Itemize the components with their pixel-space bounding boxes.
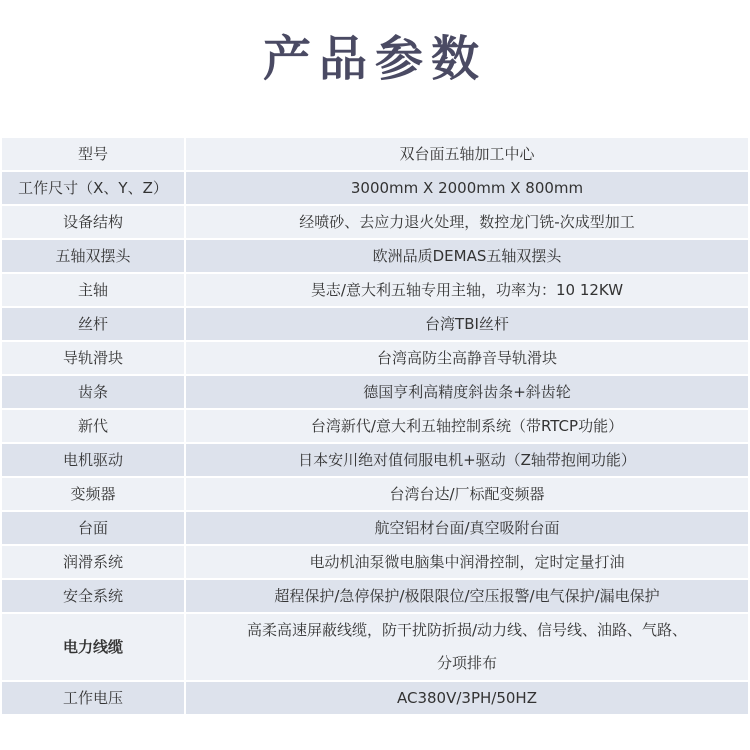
table-row (2, 240, 748, 272)
table-row (2, 376, 748, 408)
row-label: 主轴 (2, 274, 186, 306)
table-row (2, 512, 748, 544)
row-value: 超程保护/急停保护/极限限位/空压报警/电气保护/漏电保护 (186, 580, 748, 612)
row-value: 航空铝材台面/真空吸附台面 (186, 512, 748, 544)
spec-table (2, 136, 748, 716)
row-value: 欧洲品质DEMAS五轴双摆头 (186, 240, 748, 272)
row-label: 台面 (2, 512, 186, 544)
row-value: AC380V/3PH/50HZ (186, 682, 748, 714)
table-row (2, 444, 748, 476)
table-row (2, 274, 748, 306)
row-label: 工作尺寸（X、Y、Z） (2, 172, 186, 204)
table-row (2, 172, 748, 204)
table-row (2, 478, 748, 510)
row-label: 齿条 (2, 376, 186, 408)
row-label: 变频器 (2, 478, 186, 510)
row-value-line-1: 高柔高速屏蔽线缆，防干扰防折损/动力线、信号线、油路、气路、 (246, 621, 688, 639)
row-value: 电动机油泵微电脑集中润滑控制，定时定量打油 (186, 546, 748, 578)
table-row (2, 206, 748, 238)
row-label: 电机驱动 (2, 444, 186, 476)
row-value-line-2: 分项排布 (436, 654, 497, 672)
row-label: 丝杆 (2, 308, 186, 340)
row-label: 导轨滑块 (2, 342, 186, 374)
table-row (2, 342, 748, 374)
row-label: 五轴双摆头 (2, 240, 186, 272)
table-row (2, 308, 748, 340)
row-value: 3000mm X 2000mm X 800mm (186, 172, 748, 204)
table-row (2, 682, 748, 714)
row-value: 台湾TBI丝杆 (186, 308, 748, 340)
row-value: 昊志/意大利五轴专用主轴，功率为：10 12KW (186, 274, 748, 306)
table-row (2, 546, 748, 578)
row-value: 经喷砂、去应力退火处理，数控龙门铣-次成型加工 (186, 206, 748, 238)
row-value: 台湾新代/意大利五轴控制系统（带RTCP功能） (186, 410, 748, 442)
row-value (186, 614, 748, 680)
row-label: 工作电压 (2, 682, 186, 714)
page-title: 产品参数 (262, 31, 487, 87)
row-label: 新代 (2, 410, 186, 442)
table-row (2, 138, 748, 170)
row-value: 双台面五轴加工中心 (186, 138, 748, 170)
table-row (2, 410, 748, 442)
row-label: 电力线缆 (2, 614, 186, 680)
row-value: 德国亨利高精度斜齿条+斜齿轮 (186, 376, 748, 408)
table-row (2, 580, 748, 612)
row-label: 型号 (2, 138, 186, 170)
row-value: 日本安川绝对值伺服电机+驱动（Z轴带抱闸功能） (186, 444, 748, 476)
row-label: 安全系统 (2, 580, 186, 612)
row-label: 润滑系统 (2, 546, 186, 578)
table-row (2, 614, 748, 680)
row-value: 台湾台达/厂标配变频器 (186, 478, 748, 510)
row-label: 设备结构 (2, 206, 186, 238)
row-value: 台湾高防尘高静音导轨滑块 (186, 342, 748, 374)
